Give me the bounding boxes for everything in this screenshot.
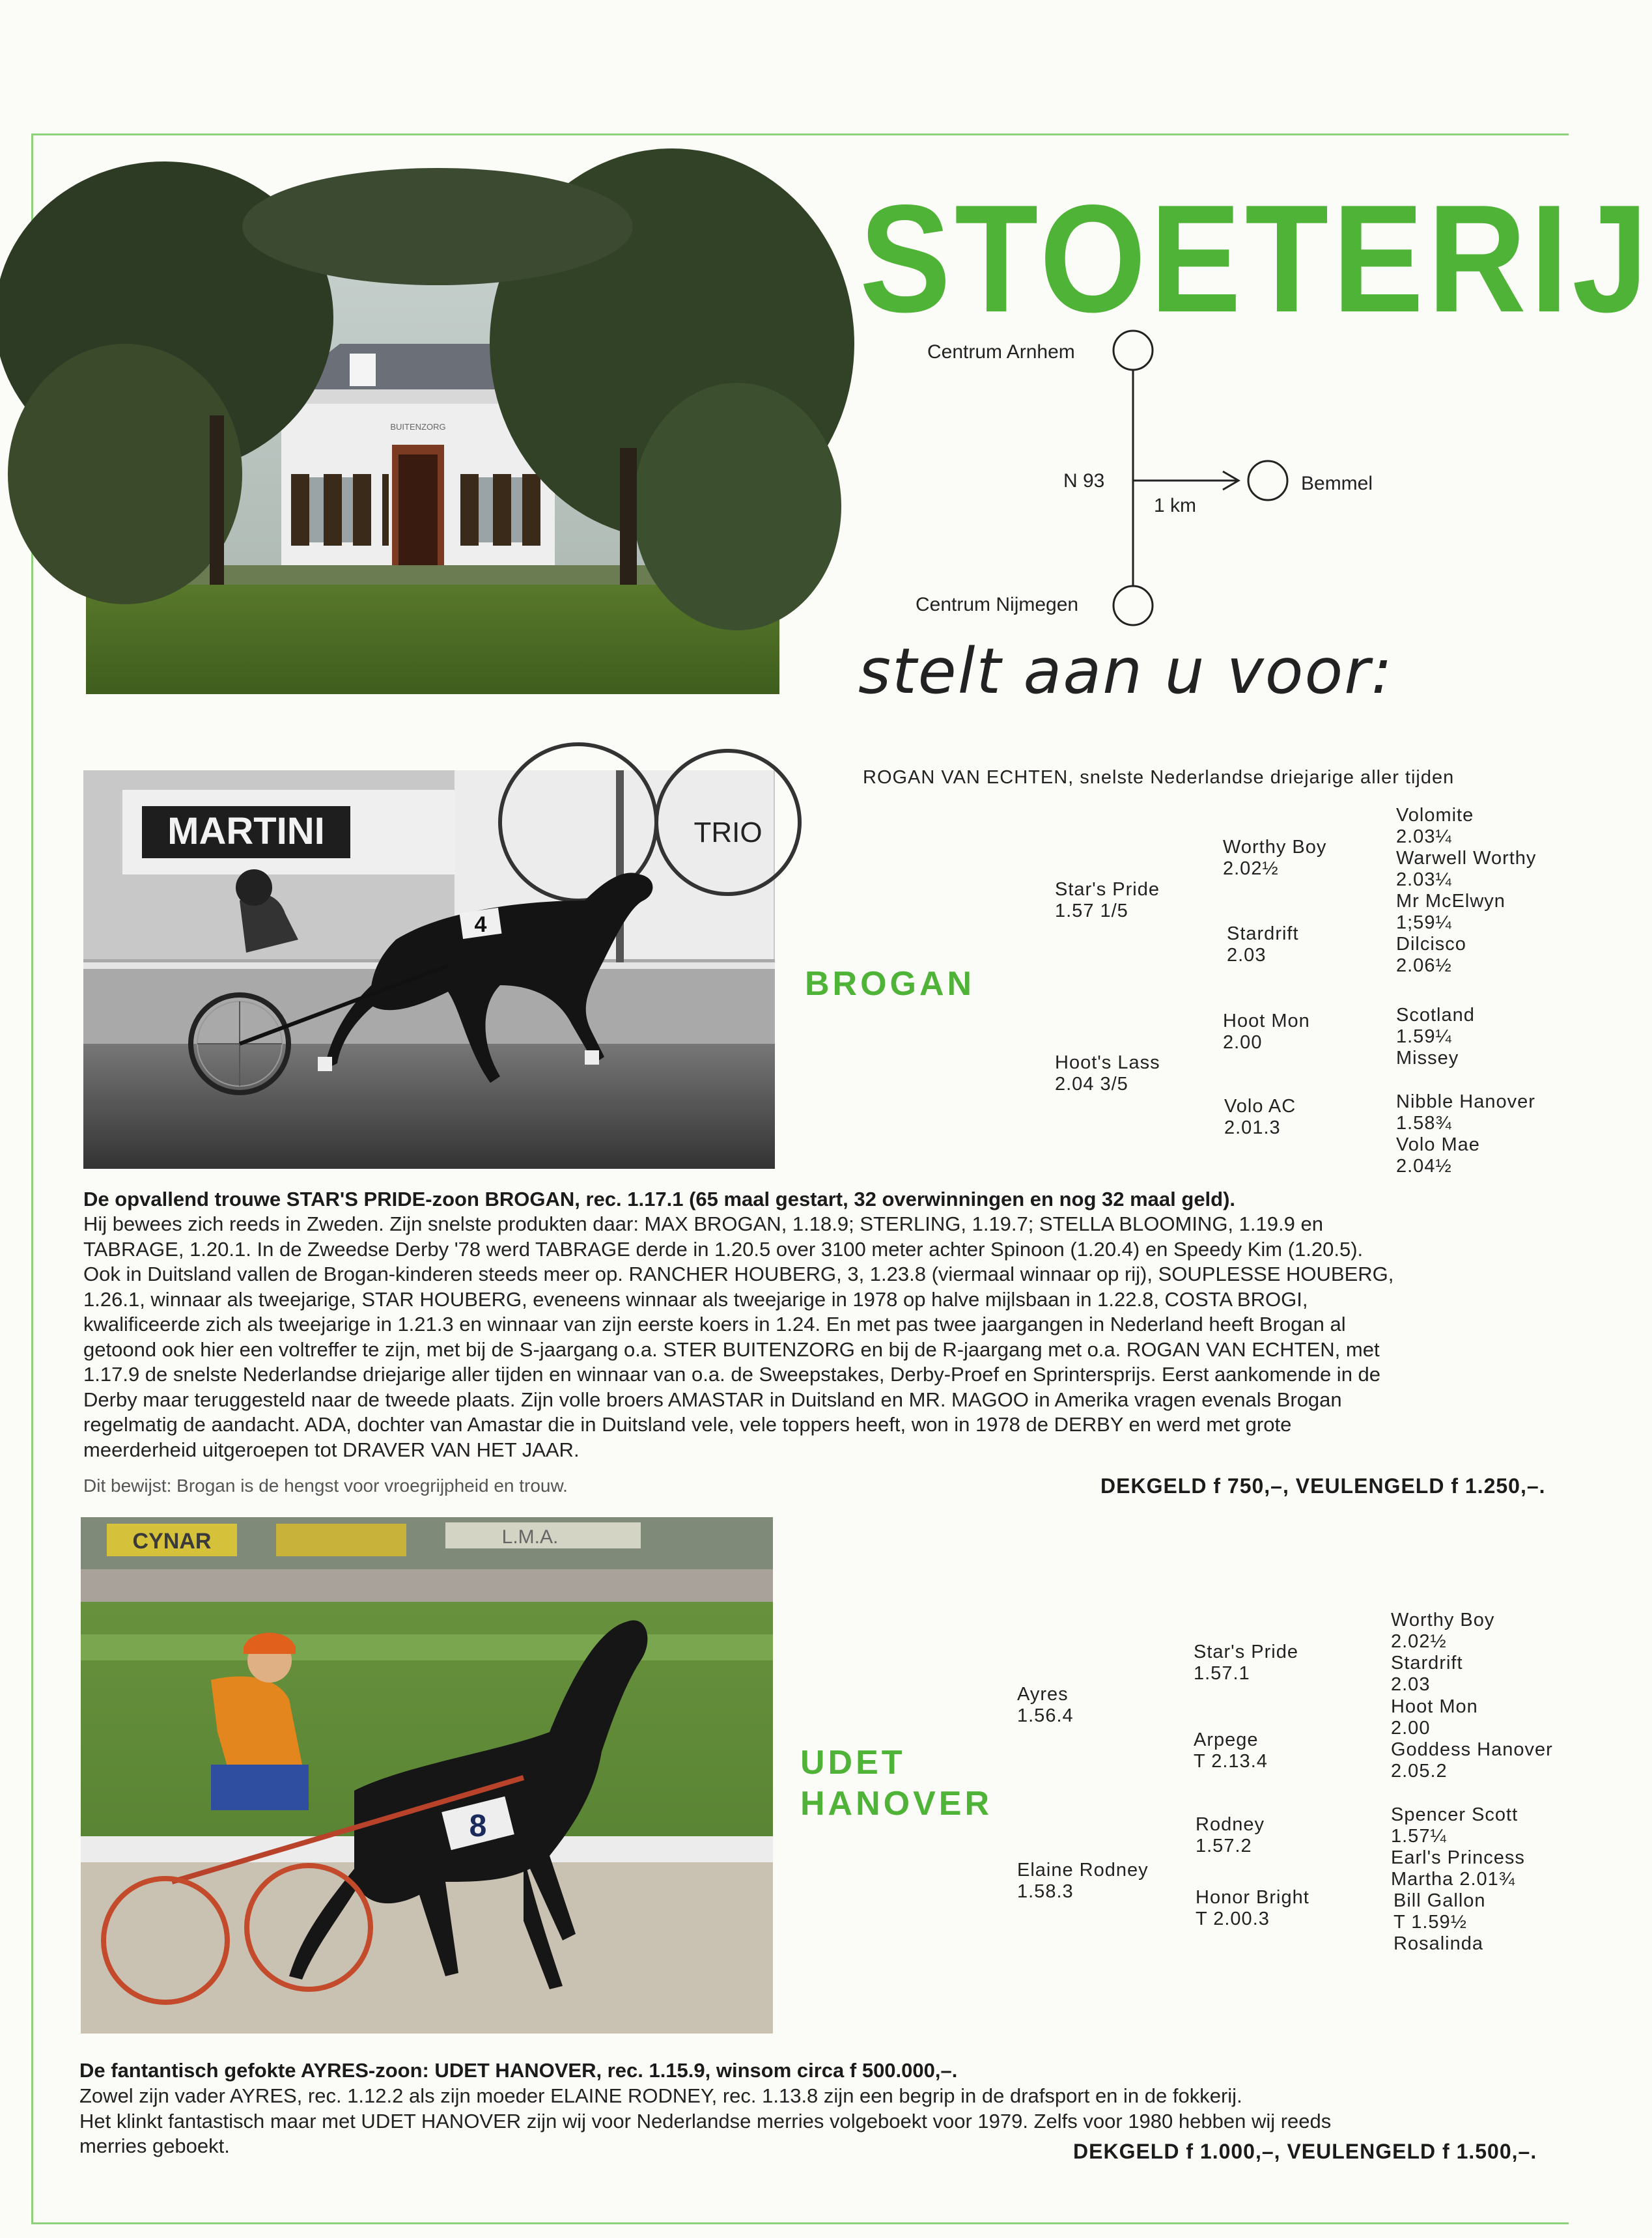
ped-line: 2.03¼	[1396, 869, 1452, 890]
ped-record: 1.56.4	[1017, 1705, 1074, 1726]
ped-name: Arpege	[1194, 1729, 1259, 1750]
map-label-arnhem: Centrum Arnhem	[927, 341, 1075, 363]
udet-name-line: HANOVER	[800, 1785, 993, 1823]
page-title: STOETERIJ	[860, 173, 1652, 344]
ped-name: Star's Pride	[1194, 1642, 1298, 1662]
ped-name: Rodney	[1196, 1814, 1265, 1835]
udet-ped-dam	[1017, 1860, 1149, 1903]
ped-line: Stardrift	[1391, 1653, 1463, 1673]
ped-line: Missey	[1396, 1048, 1459, 1069]
udet-hanover-name	[800, 1742, 992, 1825]
page-border-top	[31, 133, 1569, 135]
ped-line: 2.06½	[1396, 955, 1452, 976]
ped-record: 1.57.2	[1196, 1836, 1252, 1856]
ped-name: Stardrift	[1227, 923, 1299, 944]
brogan-ped-g4	[1396, 1091, 1535, 1177]
brogan-body-line: Hij bewees zich reeds in Zweden. Zijn snelste produkten daar: MAX BROGAN, 1.18.9; STERLING, 1.19.7; STELLA BLOOMING, 1.19.9 en	[83, 1212, 1323, 1235]
udet-fee: DEKGELD f 1.000,–, VEULENGELD f 1.500,–.	[1073, 2140, 1537, 2163]
brogan-body-line: 1.17.9 de snelste Nederlandse driejarige aller tijden en winnaar van o.a. de Sweepstakes, Derby-Proef en Sprintersprijs. Eerst aankomende in de	[83, 1363, 1381, 1386]
lma-sign-text: L.M.A.	[501, 1526, 559, 1548]
ped-line: 1.57¼	[1391, 1826, 1447, 1847]
page-border-bottom	[31, 2222, 1569, 2224]
map-label-bemmel: Bemmel	[1301, 473, 1373, 494]
brogan-name: BROGAN	[805, 965, 975, 1003]
brogan-photo	[83, 770, 775, 1169]
ped-line: Volomite	[1396, 805, 1474, 826]
map-label-road: N 93	[1063, 470, 1105, 492]
ped-line: 2.03	[1391, 1674, 1431, 1695]
ped-line: 2.04½	[1396, 1156, 1452, 1177]
ped-name: Worthy Boy	[1223, 837, 1327, 858]
ped-name: Volo AC	[1224, 1096, 1296, 1117]
ped-line: 2.00	[1391, 1718, 1431, 1739]
brogan-body-line: getoond ook hier een voltreffer te zijn, met bij de S-jaargang o.a. STER BUITENZORG en bij de R-jaargang met o.a. ROGAN VAN ECHTEN, met	[83, 1337, 1380, 1361]
brogan-ped-sire-sire	[1223, 837, 1326, 880]
brogan-ped-g3	[1396, 1005, 1475, 1069]
brogan-fee: DEKGELD f 750,–, VEULENGELD f 1.250,–.	[1100, 1474, 1546, 1498]
ped-record: 1.57.1	[1194, 1663, 1250, 1684]
ped-line: Bill Gallon	[1393, 1890, 1486, 1911]
map-label-distance: 1 km	[1154, 495, 1197, 516]
ped-line: Dilcisco	[1396, 934, 1466, 955]
ped-line: 2.05.2	[1391, 1761, 1448, 1782]
arnhem-marker	[1113, 331, 1153, 370]
tagline: stelt aan u voor:	[858, 635, 1394, 708]
brogan-note: Dit bewijst: Brogan is de hengst voor vroegrijpheid en trouw.	[83, 1476, 568, 1496]
brogan-body	[83, 1212, 1565, 1462]
stud-farm-photo	[86, 201, 779, 694]
ped-line: Earl's Princess	[1391, 1847, 1525, 1868]
brogan-ped-dam-dam	[1224, 1096, 1296, 1139]
ped-record: T 2.00.3	[1196, 1909, 1270, 1929]
ped-line: Hoot Mon	[1391, 1696, 1478, 1717]
udet-ped-g1	[1391, 1610, 1494, 1696]
ped-name: Honor Bright	[1196, 1887, 1309, 1908]
udet-body-line: Het klinkt fantastisch maar met UDET HANOVER zijn wij voor Nederlandse merries volgeboekt voor 1979. Zelfs voor 1980 hebben wij reeds	[79, 2109, 1332, 2133]
udet-body-line: merries geboekt.	[79, 2134, 230, 2157]
ped-record: T 2.13.4	[1194, 1751, 1268, 1772]
bemmel-marker	[1248, 461, 1287, 500]
udet-name-line: UDET	[800, 1744, 906, 1782]
udet-ped-sire-dam	[1194, 1729, 1268, 1772]
ped-name: Star's Pride	[1055, 879, 1160, 900]
route-map	[1016, 324, 1315, 637]
ped-name: Hoot's Lass	[1055, 1052, 1160, 1073]
ped-line: 1.58¾	[1396, 1113, 1452, 1134]
ped-line: 1;59¼	[1396, 912, 1452, 933]
brogan-ped-g2	[1396, 891, 1505, 977]
udet-saddle-number: 8	[469, 1809, 487, 1843]
ped-line: 2.03¼	[1396, 826, 1452, 847]
brogan-intro: ROGAN VAN ECHTEN, snelste Nederlandse driejarige aller tijden	[863, 767, 1455, 788]
brogan-body-line: Ook in Duitsland vallen de Brogan-kinderen steeds meer op. RANCHER HOUBERG, 3, 1.23.8 (viermaal winnaar op rij), SOUPLESSE HOUBERG,	[83, 1263, 1394, 1285]
cynar-sign-text: CYNAR	[132, 1529, 212, 1554]
trio-board-text: TRIO	[693, 817, 763, 848]
ped-record: 1.58.3	[1017, 1881, 1074, 1902]
brogan-caption-head: De opvallend trouwe STAR'S PRIDE-zoon BROGAN, rec. 1.17.1 (65 maal gestart, 32 overwinningen en nog 32 maal geld).	[83, 1188, 1236, 1210]
ped-name: Elaine Rodney	[1017, 1860, 1149, 1881]
ped-line: 2.02½	[1391, 1631, 1447, 1652]
brogan-body-line: kwalificeerde zich als tweejarige in 1.21.3 en winnaar van zijn eerste koers in 1.24. En met pas twee jaargangen in Nederland heeft Brogan al	[83, 1313, 1346, 1336]
nijmegen-marker	[1113, 586, 1153, 625]
brogan-body-line: 1.26.1, winnaar als tweejarige, STAR HOUBERG, eveneens winnaar als tweejarige in 1978 op halve mijlsbaan in 1.22.8, COSTA BROGI,	[83, 1287, 1308, 1311]
ped-line: T 1.59½	[1393, 1912, 1467, 1933]
ped-record: 1.57 1/5	[1055, 901, 1128, 921]
ped-line: 1.59¼	[1396, 1026, 1452, 1047]
ped-name: Ayres	[1017, 1684, 1069, 1705]
brogan-body-line: regelmatig de aandacht. ADA, dochter van Amastar die in Duitsland vele, vele toppers heeft, won in 1978 de DERBY en werd met grote	[83, 1413, 1292, 1436]
ped-line: Mr McElwyn	[1396, 891, 1505, 912]
udet-ped-g4	[1393, 1890, 1486, 1955]
brogan-body-line: meerderheid uitgeroepen tot DRAVER VAN HET JAAR.	[83, 1438, 580, 1461]
brogan-body-line: Derby maar teruggesteld naar de tweede plaats. Zijn volle broers AMASTAR in Duitsland en MR. MAGOO in Amerika vragen evenals Brogan	[83, 1388, 1342, 1411]
brogan-ped-dam-sire	[1223, 1011, 1310, 1054]
ped-line: Warwell Worthy	[1396, 848, 1537, 869]
udet-ped-dam-dam	[1196, 1887, 1309, 1930]
stud-sign-text: BUITENZORG	[390, 422, 446, 432]
ped-record: 2.01.3	[1224, 1117, 1281, 1138]
ped-line: Rosalinda	[1393, 1933, 1483, 1954]
udet-ped-g2	[1391, 1696, 1553, 1782]
ped-line: Goddess Hanover	[1391, 1739, 1553, 1760]
ped-record: 2.04 3/5	[1055, 1074, 1128, 1095]
udet-ped-sire-sire	[1194, 1642, 1298, 1685]
udet-ped-g3	[1391, 1804, 1525, 1890]
brogan-ped-sire-dam	[1227, 923, 1299, 966]
brogan-body-line: TABRAGE, 1.20.1. In de Zweedse Derby '78 werd TABRAGE derde in 1.20.5 over 3100 meter achter Spinoon (1.20.4) en Speedy Kim (1.20.5).	[83, 1237, 1364, 1261]
ped-line: Spencer Scott	[1391, 1804, 1519, 1825]
ped-record: 2.00	[1223, 1032, 1263, 1053]
ped-line: Worthy Boy	[1391, 1610, 1495, 1630]
brogan-ped-g1	[1396, 805, 1536, 891]
udet-body-line: Zowel zijn vader AYRES, rec. 1.12.2 als zijn moeder ELAINE RODNEY, rec. 1.13.8 zijn een begrip in de drafsport en in de fokkerij.	[79, 2084, 1242, 2107]
udet-ped-dam-sire	[1196, 1814, 1265, 1857]
ped-line: Scotland	[1396, 1005, 1475, 1026]
ped-line: Martha 2.01¾	[1391, 1869, 1515, 1890]
brogan-saddle-number: 4	[474, 912, 487, 937]
udet-hanover-photo	[81, 1517, 773, 2034]
map-label-nijmegen: Centrum Nijmegen	[916, 594, 1079, 615]
udet-ped-sire	[1017, 1684, 1074, 1727]
ped-line: Volo Mae	[1396, 1134, 1480, 1155]
ped-line: Nibble Hanover	[1396, 1091, 1535, 1112]
ped-record: 2.02½	[1223, 858, 1279, 879]
udet-caption-head: De fantantisch gefokte AYRES-zoon: UDET HANOVER, rec. 1.15.9, winsom circa f 500.000,–.	[79, 2059, 958, 2082]
ped-record: 2.03	[1227, 945, 1267, 966]
ped-name: Hoot Mon	[1223, 1011, 1310, 1031]
martini-banner-text: MARTINI	[167, 810, 325, 852]
brogan-ped-sire	[1055, 879, 1160, 922]
brogan-ped-dam	[1055, 1052, 1160, 1095]
